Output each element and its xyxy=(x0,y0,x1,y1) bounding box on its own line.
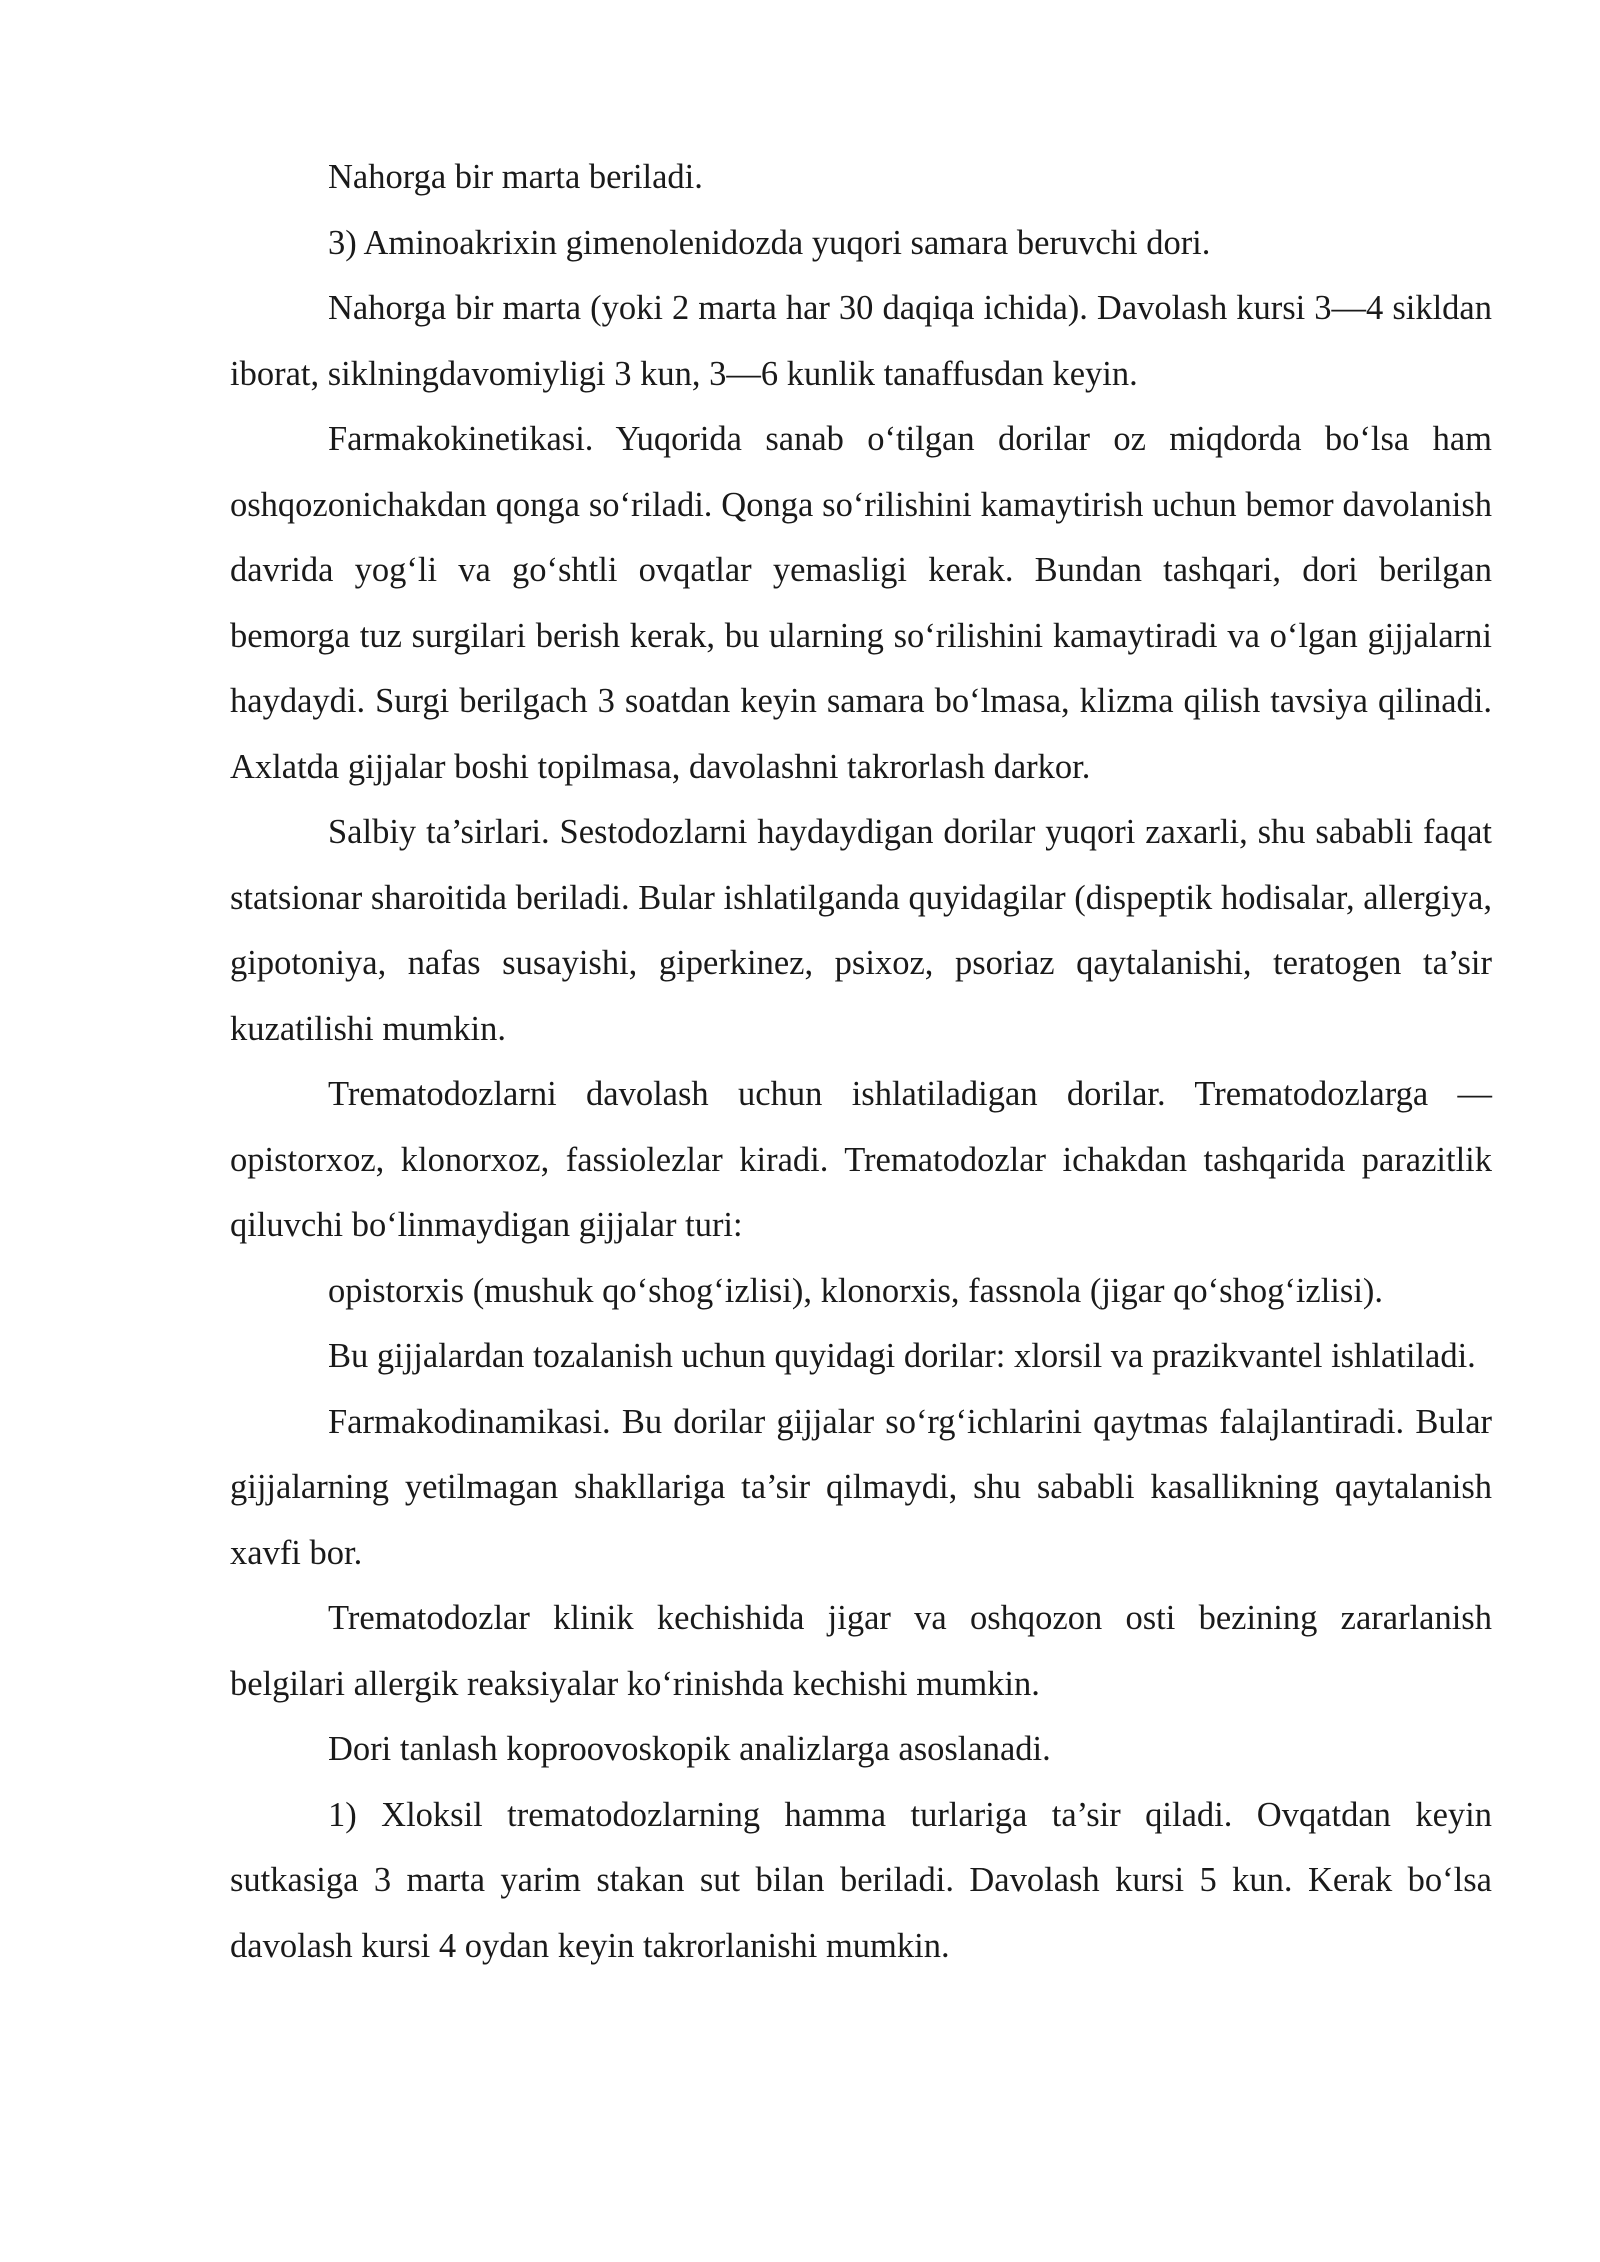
paragraph: Trematodozlarni davolash uchun ishlatiladigan dorilar. Trematodozlarga — opistorxoz, klonorxoz, fassiolezlar kiradi. Trematodozlar ichakdan tashqarida parazitlik qiluvchi bo‘linmaydigan gijjalar turi: xyxy=(230,1075,1492,1244)
paragraph: Nahorga bir marta beriladi. xyxy=(328,158,703,196)
paragraph: Farmakokinetikasi. Yuqorida sanab o‘tilgan dorilar oz miqdorda bo‘lsa ham oshqozonichakdan qonga so‘riladi. Qonga so‘rilishini kamaytirish uchun bemor davolanish davrida yog‘li va go‘shtli ovqatlar yemasligi kerak. Bundan tashqari, dori berilgan bemorga tuz surgilari berish kerak, bu ularning so‘rilishini kamaytiradi va o‘lgan gijjalarni haydaydi. Surgi berilgach 3 soatdan keyin samara bo‘lmasa, klizma qilish tavsiya qilinadi. Axlatda gijjalar boshi topilmasa, davolashni takrorlash darkor. xyxy=(230,420,1492,786)
paragraph: 3) Aminoakrixin gimenolenidozda yuqori samara beruvchi dori. xyxy=(328,223,1211,262)
paragraph: opistorxis (mushuk qo‘shog‘izlisi), klonorxis, fassnola (jigar qo‘shog‘izlisi). xyxy=(328,1271,1384,1310)
paragraph: Trematodozlar klinik kechishida jigar va oshqozon osti bezining zararlanish belgilari allergik reaksiyalar ko‘rinishda kechishi mumkin. xyxy=(230,1599,1492,1703)
paragraph: Farmakodinamikasi. Bu dorilar gijjalar so‘rg‘ichlarini qaytmas falajlantiradi. Bular gijjalarning yetilmagan shakllariga ta’sir qilmaydi, shu sababli kasallikning qaytalanish xavfi bor. xyxy=(230,1402,1492,1572)
paragraph: Nahorga bir marta (yoki 2 marta har 30 daqiqa ichida). Davolash kursi 3—4 sikldan iborat, siklningdavomiyligi 3 kun, 3—6 kunlik tanaffusdan keyin. xyxy=(230,289,1492,393)
paragraph: Bu gijjalardan tozalanish uchun quyidagi dorilar: xlorsil va prazikvantel ishlatiladi. xyxy=(328,1337,1476,1375)
paragraph: Dori tanlash koproovoskopik analizlarga asoslanadi. xyxy=(328,1730,1051,1768)
paragraph: 1) Xloksil trematodozlarning hamma turlariga ta’sir qiladi. Ovqatdan keyin sutkasiga 3 marta yarim stakan sut bilan beriladi. Davolash kursi 5 kun. Kerak bo‘lsa davolash kursi 4 oydan keyin takrorlanishi mumkin. xyxy=(230,1795,1492,1965)
paragraph: Salbiy ta’sirlari. Sestodozlarni haydaydigan dorilar yuqori zaxarli, shu sababli faqat statsionar sharoitida beriladi. Bular ishlatilganda quyidagilar (dispeptik hodisalar, allergiya, gipotoniya, nafas susayishi, giperkinez, psixoz, psoriaz qaytalanishi, teratogen ta’sir kuzatilishi mumkin. xyxy=(230,813,1492,1048)
document-page xyxy=(230,145,1492,1979)
